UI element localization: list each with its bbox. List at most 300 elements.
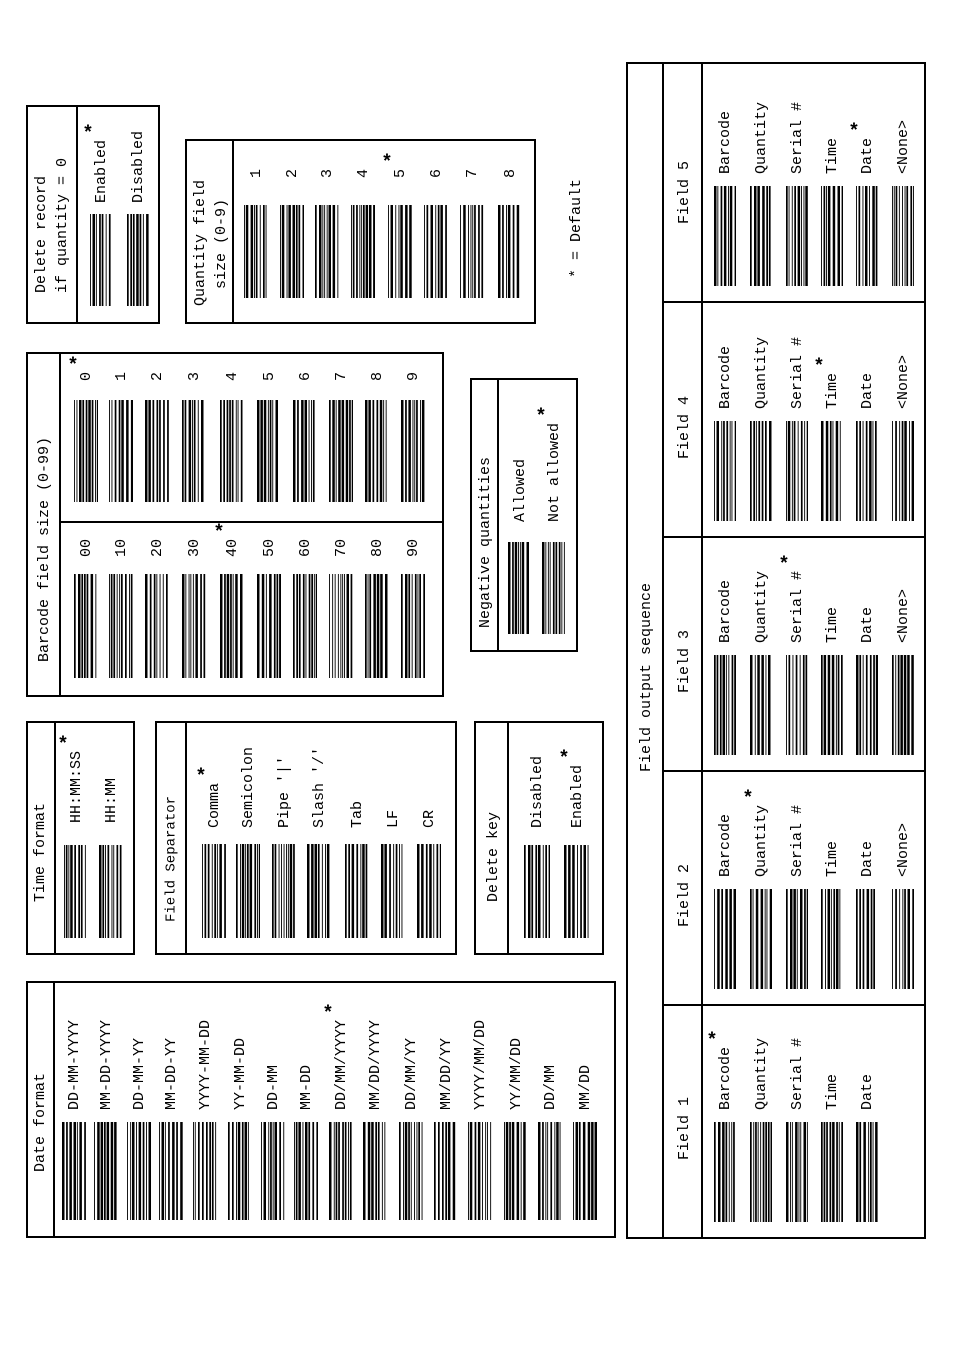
barcode-bar [313, 400, 315, 502]
barcode-bar [873, 421, 874, 521]
date-format-option-13-barcode[interactable] [504, 1122, 526, 1220]
barcode-bar [560, 1122, 561, 1220]
barcode-bar [405, 574, 408, 678]
barcode-bar [64, 845, 65, 938]
barcode-tens-option-1-label: 10 [112, 538, 130, 557]
date-format-option-0-barcode[interactable] [62, 1122, 86, 1220]
barcode-bar [74, 1122, 77, 1220]
barcode-bar [438, 1122, 440, 1220]
barcode-bar [577, 845, 578, 938]
barcode-bar [527, 542, 530, 634]
barcode-bar [583, 1122, 586, 1220]
barcode-bar [790, 889, 793, 989]
barcode-bar [257, 844, 258, 938]
barcode-bar [728, 655, 729, 755]
barcode-bar [869, 421, 872, 521]
field-5-option-5-label: <None> [894, 119, 912, 174]
time-format-option-1-barcode[interactable] [99, 845, 122, 938]
date-format-option-1-barcode[interactable] [94, 1122, 117, 1220]
field-3-option-4-barcode[interactable] [856, 655, 878, 755]
barcode-bar [329, 205, 332, 298]
barcode-bar [113, 845, 114, 938]
barcode-bar [236, 844, 238, 938]
barcode-bar [260, 400, 263, 502]
field-2-option-3-label: Time [823, 840, 841, 877]
date-format-option-8-barcode[interactable] [329, 1122, 352, 1220]
barcode-bar [385, 574, 388, 678]
delete-key-option-0-barcode[interactable] [524, 845, 550, 938]
barcode-bar [721, 421, 722, 521]
barcode-bar [290, 844, 293, 938]
field-1-option-0-barcode[interactable] [714, 1122, 735, 1222]
barcode-bar [482, 1122, 483, 1220]
barcode-bar [472, 205, 473, 298]
barcode-bar [789, 186, 790, 286]
field-1-option-3-barcode[interactable] [821, 1122, 843, 1222]
barcode-tens-option-4-label: 40 [223, 538, 241, 557]
date-format-option-14-barcode[interactable] [538, 1122, 561, 1220]
barcode-bar [895, 655, 896, 755]
barcode-bar [384, 844, 387, 938]
barcode-bar [299, 574, 301, 678]
barcode-bar [264, 400, 267, 502]
date-format-option-3-barcode[interactable] [159, 1122, 183, 1220]
barcode-bar [750, 421, 752, 521]
barcode-bar [334, 1122, 335, 1220]
barcode-bar [517, 1122, 520, 1220]
barcode-bar [892, 889, 893, 989]
barcode-tens-option-4-barcode[interactable] [220, 574, 243, 678]
barcode-bar [162, 1122, 165, 1220]
field-5-option-1-barcode[interactable] [750, 186, 771, 286]
quantity-size-option-3-barcode[interactable] [351, 205, 375, 298]
barcode-units-option-9-barcode[interactable] [401, 400, 424, 502]
barcode-bar [579, 1122, 581, 1220]
date-format-option-5-barcode[interactable] [228, 1122, 249, 1220]
field-2-option-1-barcode[interactable] [750, 889, 772, 989]
barcode-tens-option-5-barcode[interactable] [257, 574, 281, 678]
field-3-option-2-barcode[interactable] [786, 655, 807, 755]
barcode-bar [338, 400, 341, 502]
barcode-bar [279, 574, 281, 678]
barcode-bar [576, 1122, 579, 1220]
barcode-bar [717, 186, 718, 286]
barcode-bar [793, 655, 794, 755]
date-format-option-15-barcode[interactable] [573, 1122, 597, 1220]
field-2-option-5-barcode[interactable] [892, 889, 914, 989]
barcode-bar [270, 400, 272, 502]
field-2-option-5-label: <None> [894, 822, 912, 877]
barcode-bar [117, 845, 119, 938]
field-3-option-3-barcode[interactable] [821, 655, 843, 755]
barcode-bar [730, 421, 731, 521]
date-format-option-9-barcode[interactable] [363, 1122, 385, 1220]
field-4-option-0-barcode[interactable] [714, 421, 736, 521]
barcode-units-option-8-barcode[interactable] [365, 400, 387, 502]
field-2-option-4-barcode[interactable] [856, 889, 875, 989]
barcode-bar [163, 574, 164, 678]
barcode-bar [556, 1122, 559, 1220]
barcode-bar [377, 400, 379, 502]
barcode-bar [836, 421, 839, 521]
barcode-bar [336, 400, 337, 502]
delete-record-option-1-barcode[interactable] [127, 214, 149, 306]
field-4-option-5-barcode[interactable] [892, 421, 914, 521]
barcode-bar [275, 844, 277, 938]
barcode-units-option-4-barcode[interactable] [220, 400, 243, 502]
field-5-option-4-barcode[interactable] [856, 186, 877, 286]
barcode-bar [543, 845, 544, 938]
barcode-bar [307, 844, 310, 938]
barcode-bar [717, 655, 719, 755]
quantity-size-option-4-label: 5 [391, 168, 409, 178]
barcode-bar [270, 1122, 272, 1220]
barcode-bar [189, 574, 190, 678]
field-separator-option-4-label: Tab [348, 800, 366, 828]
barcode-bar [414, 400, 415, 502]
barcode-bar [145, 574, 148, 678]
barcode-bar [721, 186, 723, 286]
barcode-bar [833, 186, 836, 286]
barcode-bar [159, 1122, 160, 1220]
barcode-tens-option-7-barcode[interactable] [329, 574, 352, 678]
barcode-bar [235, 574, 238, 678]
delete-record-title-line1: Delete record [32, 175, 50, 293]
barcode-units-option-6-barcode[interactable] [293, 400, 315, 502]
barcode-bar [349, 400, 351, 502]
barcode-bar [487, 1122, 488, 1220]
field-separator-option-5-barcode[interactable] [381, 844, 402, 938]
barcode-bar [382, 1122, 383, 1220]
barcode-bar [766, 655, 767, 755]
barcode-bar [219, 844, 222, 938]
barcode-bar [445, 1122, 447, 1220]
barcode-tens-option-7-label: 70 [332, 538, 350, 557]
field-5-option-3-barcode[interactable] [821, 186, 843, 286]
barcode-bar [332, 400, 335, 502]
barcode-bar [366, 205, 369, 298]
time-format-option-1-label: HH:MM [102, 777, 120, 823]
field-5-option-5-barcode[interactable] [892, 186, 914, 286]
barcode-bar [338, 1122, 340, 1220]
barcode-bar [550, 1122, 552, 1220]
barcode-bar [204, 574, 206, 678]
barcode-bar [515, 542, 518, 634]
barcode-bar [163, 400, 165, 502]
barcode-tens-option-3-barcode[interactable] [182, 574, 205, 678]
barcode-bar [767, 889, 768, 989]
barcode-bar [68, 845, 69, 938]
barcode-bar [867, 889, 870, 989]
barcode-bar [263, 205, 265, 298]
barcode-bar [78, 574, 81, 678]
barcode-bar [792, 186, 793, 286]
barcode-bar [378, 1122, 380, 1220]
barcode-bar [786, 186, 788, 286]
barcode-tens-option-0-barcode[interactable] [74, 574, 96, 678]
barcode-bar [553, 542, 555, 634]
barcode-bar [753, 1122, 754, 1222]
barcode-bar [232, 400, 234, 502]
field-3-option-0-barcode[interactable] [714, 655, 736, 755]
quantity-size-option-6-label: 7 [463, 168, 481, 178]
date-format-option-4-barcode[interactable] [193, 1122, 216, 1220]
field-1-option-2-barcode[interactable] [786, 1122, 808, 1222]
barcode-bar [568, 845, 571, 938]
quantity-size-option-4-default-star: * [383, 151, 391, 172]
barcode-bar [826, 421, 829, 521]
barcode-bar [873, 655, 875, 755]
barcode-units-option-2-barcode[interactable] [145, 400, 169, 502]
barcode-bar [729, 1122, 730, 1222]
field-2-option-2-barcode[interactable] [786, 889, 808, 989]
negative-quantities-option-1-barcode[interactable] [542, 542, 565, 634]
barcode-bar [102, 845, 104, 938]
barcode-bar [401, 400, 404, 502]
field-separator-option-3-barcode[interactable] [307, 844, 329, 938]
barcode-bar [305, 400, 308, 502]
barcode-bar [757, 186, 760, 286]
barcode-bar [399, 1122, 401, 1220]
barcode-bar [352, 844, 355, 938]
barcode-bar [269, 574, 272, 678]
field-4-option-1-barcode[interactable] [750, 421, 772, 521]
barcode-bar [381, 844, 384, 938]
delete-record-option-0-barcode[interactable] [90, 214, 111, 306]
date-format-option-2-barcode[interactable] [127, 1122, 151, 1220]
barcode-bar [498, 205, 501, 298]
barcode-bar [251, 205, 254, 298]
barcode-bar [518, 542, 519, 634]
barcode-bar [804, 889, 806, 989]
barcode-tens-option-2-barcode[interactable] [145, 574, 168, 678]
field-5-option-3-label: Time [823, 137, 841, 174]
barcode-bar [588, 845, 589, 938]
barcode-bar [338, 574, 339, 678]
barcode-bar [859, 186, 861, 286]
field-separator-option-6-label: CR [420, 809, 438, 828]
barcode-bar [305, 1122, 308, 1220]
barcode-bar [573, 1122, 574, 1220]
barcode-bar [595, 1122, 598, 1220]
barcode-bar [863, 421, 864, 521]
barcode-tens-option-9-barcode[interactable] [401, 574, 425, 678]
field-separator-option-2-barcode[interactable] [272, 844, 295, 938]
barcode-bar [898, 655, 900, 755]
barcode-bar [721, 889, 723, 989]
quantity-size-option-1-barcode[interactable] [280, 205, 304, 298]
barcode-bar [895, 421, 897, 521]
delete-key-option-1-default-star: * [560, 747, 568, 768]
delete-key-option-1-barcode[interactable] [564, 845, 589, 938]
barcode-bar [804, 421, 805, 521]
barcode-units-option-3-barcode[interactable] [182, 400, 204, 502]
barcode-bar [293, 400, 296, 502]
barcode-tens-option-8-label: 80 [368, 538, 386, 557]
barcode-bar [440, 205, 443, 298]
barcode-bar [389, 844, 391, 938]
barcode-bar [768, 655, 771, 755]
field-separator-option-4-barcode[interactable] [345, 844, 367, 938]
date-format-option-12-barcode[interactable] [468, 1122, 491, 1220]
barcode-bar [236, 1122, 237, 1220]
barcode-bar [545, 542, 546, 634]
date-format-option-12-label: YYYY/MM/DD [471, 1019, 489, 1110]
date-format-option-2-label: DD-MM-YY [130, 1037, 148, 1110]
field-4-option-3-barcode[interactable] [821, 421, 841, 521]
barcode-bar [790, 1122, 791, 1222]
barcode-bar [408, 574, 410, 678]
barcode-bar [468, 205, 469, 298]
barcode-bar [148, 400, 151, 502]
quantity-size-option-4-barcode[interactable] [388, 205, 412, 298]
barcode-bar [312, 1122, 314, 1220]
barcode-bar [314, 574, 315, 678]
field-5-option-0-barcode[interactable] [714, 186, 736, 286]
field-2-option-1-label: Quantity [752, 804, 770, 877]
field-4-option-4-barcode[interactable] [856, 421, 877, 521]
barcode-bar [559, 542, 561, 634]
barcode-bar [172, 1122, 175, 1220]
barcode-bar [821, 421, 824, 521]
barcode-bar [528, 845, 531, 938]
field-2-option-3-barcode[interactable] [821, 889, 840, 989]
barcode-units-option-5-barcode[interactable] [257, 400, 278, 502]
barcode-bar [547, 1122, 548, 1220]
barcode-bar [423, 574, 425, 678]
barcode-bar [792, 1122, 793, 1222]
field-3-option-1-barcode[interactable] [750, 655, 771, 755]
barcode-bar [833, 889, 835, 989]
field-output-title: Field output sequence [637, 582, 655, 772]
delete-key-option-1-label: Enabled [568, 764, 586, 828]
quantity-size-option-5-barcode[interactable] [424, 205, 447, 298]
barcode-units-option-1-barcode[interactable] [109, 400, 133, 502]
barcode-bar [842, 186, 843, 286]
barcode-bar [468, 1122, 469, 1220]
barcode-bar [107, 1122, 110, 1220]
quantity-size-option-6-barcode[interactable] [460, 205, 483, 298]
barcode-bar [554, 1122, 555, 1220]
barcode-bar [109, 574, 110, 678]
barcode-bar [159, 400, 161, 502]
barcode-bar [206, 1122, 208, 1220]
barcode-units-option-7-barcode[interactable] [329, 400, 353, 502]
barcode-bar [840, 421, 841, 521]
date-format-option-11-barcode[interactable] [434, 1122, 455, 1220]
field-1-option-2-label: Serial # [788, 1037, 806, 1110]
barcode-bar [839, 889, 840, 989]
barcode-bar [904, 655, 907, 755]
barcode-bar [512, 1122, 515, 1220]
barcode-bar [509, 1122, 511, 1220]
barcode-bar [74, 845, 76, 938]
barcode-bar [288, 205, 291, 298]
barcode-bar [726, 421, 728, 521]
barcode-bar [133, 214, 135, 306]
barcode-units-option-0-barcode[interactable] [74, 400, 98, 502]
barcode-tens-option-1-barcode[interactable] [109, 574, 133, 678]
barcode-tens-option-6-barcode[interactable] [293, 574, 317, 678]
barcode-bar [401, 574, 403, 678]
barcode-bar [85, 845, 86, 938]
time-format-option-0-barcode[interactable] [64, 845, 86, 938]
quantity-size-title-line1: Quantity field [191, 179, 209, 306]
field-separator-option-0-barcode[interactable] [202, 844, 226, 938]
barcode-bar [732, 655, 734, 755]
barcode-bar [902, 186, 903, 286]
barcode-bar [342, 574, 343, 678]
barcode-bar [215, 1122, 216, 1220]
barcode-bar [303, 574, 305, 678]
barcode-bar [872, 186, 875, 286]
barcode-bar [758, 421, 760, 521]
barcode-bar [293, 205, 296, 298]
field-4-option-2-label: Serial # [788, 336, 806, 409]
barcode-bar [833, 421, 834, 521]
negative-quantities-option-0-barcode[interactable] [508, 542, 529, 634]
quantity-size-option-7-barcode[interactable] [498, 205, 519, 298]
date-format-option-7-barcode[interactable] [294, 1122, 318, 1220]
field-1-option-4-barcode[interactable] [856, 1122, 878, 1222]
field-3-option-1-label: Quantity [752, 570, 770, 643]
date-format-option-10-barcode[interactable] [399, 1122, 423, 1220]
barcode-bar [512, 542, 514, 634]
barcode-bar [129, 574, 130, 678]
barcode-bar [212, 844, 213, 938]
barcode-bar [755, 1122, 757, 1222]
field-1-option-0-label: Barcode [716, 1046, 734, 1110]
barcode-bar [905, 186, 906, 286]
field-separator-option-6-barcode[interactable] [417, 844, 441, 938]
barcode-bar [254, 844, 256, 938]
barcode-bar [799, 1122, 800, 1222]
date-format-option-6-barcode[interactable] [261, 1122, 284, 1220]
barcode-bar [859, 421, 861, 521]
field-separator-option-1-barcode[interactable] [236, 844, 260, 938]
field-1-option-1-barcode[interactable] [750, 1122, 772, 1222]
barcode-bar [327, 205, 328, 298]
barcode-bar [798, 186, 801, 286]
barcode-bar [279, 844, 280, 938]
barcode-tens-option-8-barcode[interactable] [365, 574, 388, 678]
barcode-bar [869, 186, 870, 286]
barcode-bar [373, 205, 375, 298]
quantity-size-option-2-barcode[interactable] [315, 205, 338, 298]
barcode-bar [284, 844, 285, 938]
barcode-bar [522, 542, 525, 634]
barcode-bar [74, 574, 76, 678]
barcode-bar [293, 574, 295, 678]
field-4-option-2-barcode[interactable] [786, 421, 808, 521]
quantity-size-option-7-label: 8 [501, 168, 519, 178]
barcode-bar [726, 655, 727, 755]
quantity-size-option-0-barcode[interactable] [244, 205, 267, 298]
field-5-option-2-barcode[interactable] [786, 186, 808, 286]
barcode-bar [78, 845, 80, 938]
barcode-bar [120, 845, 122, 938]
barcode-bar [453, 1122, 456, 1220]
barcode-bar [227, 400, 229, 502]
barcode-bar [828, 889, 831, 989]
barcode-bar [859, 1122, 861, 1222]
field-2-option-0-barcode[interactable] [714, 889, 736, 989]
barcode-bar [912, 421, 914, 521]
barcode-bar [478, 1122, 481, 1220]
field-3-option-5-barcode[interactable] [892, 655, 914, 755]
barcode-bar [445, 205, 447, 298]
barcode-bar [856, 655, 859, 755]
